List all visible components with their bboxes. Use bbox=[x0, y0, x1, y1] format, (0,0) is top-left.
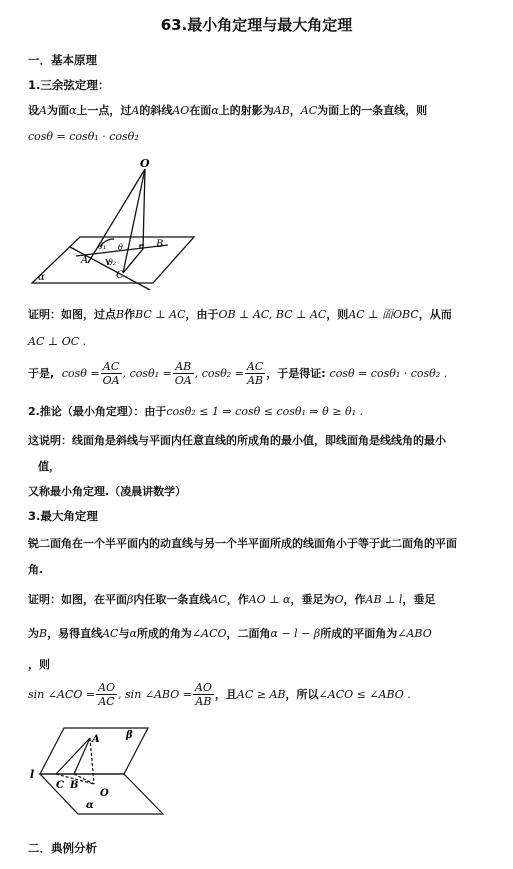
subheading-max-angle-theorem: 3.最大角定理 bbox=[28, 509, 98, 523]
section-heading-basic-principles: 一．基本原理 bbox=[28, 53, 97, 67]
proof-paragraph-1: 证明：如图，过点B作BC ⊥ AC，由于OB ⊥ AC, BC ⊥ AC，则AC ⊥ 面OBC，从而 bbox=[28, 308, 452, 321]
label-l: l bbox=[30, 768, 35, 781]
equation-cosines: 于是, cosθ = $\frac{AC}{OA}$ , cosθ₁ = $\frac{AB}{OA}$ , cosθ₂ = $\frac{AC}{AB}$ ，于是得证: cosθ = cosθ₁ · cosθ₂ . bbox=[28, 359, 448, 387]
line-OC bbox=[123, 169, 145, 273]
label-beta: β bbox=[126, 730, 133, 741]
label-O: O bbox=[100, 788, 109, 799]
figure-three-cosine-diagram bbox=[28, 155, 208, 290]
label-alpha: α bbox=[38, 272, 45, 283]
proof-paragraph-3-line1: 证明：如图，在平面β内任取一条直线AC，作AO ⊥ α，垂足为O，作AB ⊥ l，垂足 bbox=[28, 593, 436, 606]
label-A: A bbox=[81, 255, 89, 266]
label-B: B bbox=[156, 239, 164, 250]
proof-paragraph-3-then: ，则 bbox=[28, 658, 50, 671]
proof-line-AC-perp-OC: AC ⊥ OC . bbox=[28, 335, 87, 348]
label-O: O bbox=[140, 157, 150, 170]
label-B: B bbox=[70, 780, 79, 791]
equation-sines: sin ∠ACO = $\frac{AO}{AC}$ , sin ∠ABO = $\frac{AO}{AB}$ ，且 AC ≥ AB ，所以 ∠ACO ≤ ∠ABO . bbox=[28, 680, 411, 708]
proof-paragraph-3-line2: 为B，易得直线AC与α所成的角为∠ACO，二面角α − l − β所成的平面角为∠ABO bbox=[28, 627, 432, 640]
max-angle-statement-2: 角. bbox=[28, 563, 44, 576]
paragraph-setup: 设A为面α上一点，过A的斜线AO在面α上的射影为AB，AC为面上的一条直线，则 bbox=[28, 104, 428, 117]
page-title: 63.最小角定理与最大角定理 bbox=[160, 16, 353, 34]
section-heading-examples: 二．典例分析 bbox=[28, 841, 97, 855]
explanation-line-1: 这说明：线面角是斜线与平面内任意直线的所成角的最小值，即线面角是线线角的最小 bbox=[28, 434, 446, 447]
label-alpha: α bbox=[86, 800, 94, 811]
formula-three-cosine: cosθ = cosθ₁ · cosθ₂ bbox=[28, 130, 139, 143]
label-theta: θ bbox=[118, 243, 123, 252]
also-called-min-angle: 又称最小角定理.（凌晨讲数学） bbox=[28, 485, 187, 498]
label-C: C bbox=[116, 270, 124, 281]
label-C: C bbox=[56, 780, 64, 791]
line-AC bbox=[56, 738, 90, 774]
subheading-three-cosine-theorem: 1.三余弦定理： bbox=[28, 78, 110, 92]
figure-max-angle-diagram bbox=[28, 722, 168, 822]
explanation-line-2: 值， bbox=[38, 460, 60, 473]
label-A: A bbox=[92, 734, 100, 745]
corollary-minimum-angle: 2.推论（最小角定理）：由于cosθ₂ ≤ 1 ⇒ cosθ ≤ cosθ₁ ⇒ θ ≥ θ₁ . bbox=[28, 405, 364, 418]
label-theta2: θ₂ bbox=[108, 258, 117, 267]
label-theta1: θ₁ bbox=[98, 242, 107, 251]
max-angle-statement-1: 锐二面角在一个半平面内的动直线与另一个半平面所成的线面角小于等于此二面角的平面 bbox=[28, 537, 457, 550]
line-AB bbox=[74, 738, 90, 774]
